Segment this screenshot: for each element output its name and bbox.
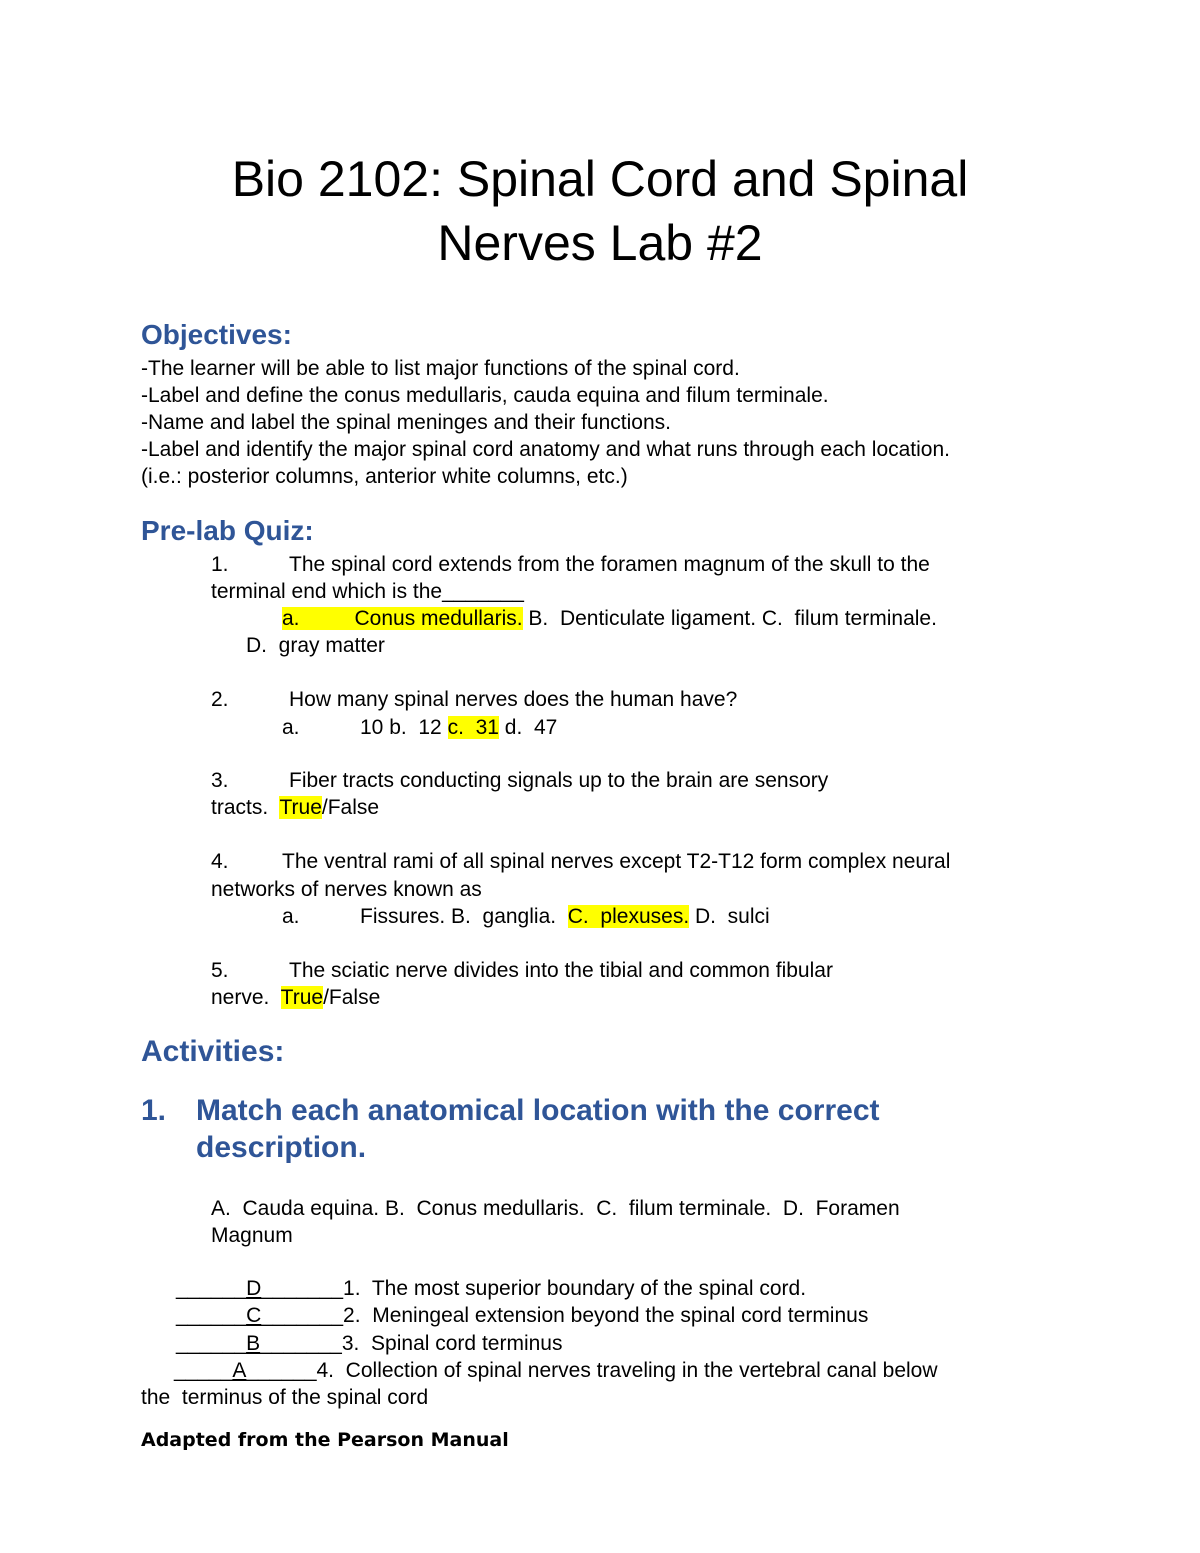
question-1-option-d: D. gray matter <box>246 634 385 657</box>
answer-prefix: tracts. <box>211 796 280 819</box>
blank-post: _______ <box>260 1332 342 1355</box>
match-row <box>176 1330 562 1357</box>
option-rest: B. Denticulate ligament. C. filum terminale. <box>522 607 937 630</box>
match-row <box>176 1302 868 1329</box>
blank-pre: _____ <box>174 1359 233 1382</box>
footer-note: Adapted from the Pearson Manual <box>141 1429 509 1451</box>
question-2-number: 2. <box>211 688 229 711</box>
options-before: 10 b. 12 <box>360 716 448 739</box>
question-3-number: 3. <box>211 769 229 792</box>
page-title-line-2: Nerves Lab #2 <box>437 215 763 271</box>
match-row <box>174 1357 938 1384</box>
question-2-options <box>360 714 557 741</box>
match-text: 1. The most superior boundary of the spinal cord. <box>343 1277 807 1300</box>
question-2-text: How many spinal nerves does the human have? <box>289 688 738 711</box>
question-3-answer-line <box>211 794 379 821</box>
objective-item-3: -Name and label the spinal meninges and their functions. <box>141 411 671 434</box>
match-answer: B <box>246 1332 261 1355</box>
match-text: 2. Meningeal extension beyond the spinal cord terminus <box>343 1304 869 1327</box>
question-5-number: 5. <box>211 959 229 982</box>
option-a-letter: a. <box>282 607 300 630</box>
blank-post: _______ <box>261 1277 344 1300</box>
match-answer: C <box>246 1304 262 1327</box>
prelab-heading: Pre-lab Quiz: <box>141 515 314 546</box>
question-3-text: Fiber tracts conducting signals up to the brain are sensory <box>289 769 829 792</box>
answer-highlight: True <box>279 796 322 819</box>
question-5-answer-line <box>211 984 380 1011</box>
objective-item-2: -Label and define the conus medullaris, cauda equina and filum terminale. <box>141 384 829 407</box>
answer-highlight: c. 31 <box>447 716 499 739</box>
question-4-options <box>360 903 770 930</box>
question-4-number: 4. <box>211 850 229 873</box>
match-row-4-continuation: the terminus of the spinal cord <box>141 1386 429 1409</box>
options-after: D. sulci <box>689 905 770 928</box>
answer-highlight: C. plexuses. <box>567 905 690 928</box>
match-row <box>176 1275 806 1302</box>
options-after: d. 47 <box>498 716 558 739</box>
options-before: Fissures. B. ganglia. <box>360 905 568 928</box>
activity-1-number: 1. <box>141 1094 167 1127</box>
question-5-text: The sciatic nerve divides into the tibial and common fibular <box>289 959 833 982</box>
question-1-text-line-2: terminal end which is the_______ <box>211 580 524 603</box>
activity-1-title: Match each anatomical location with the correct <box>196 1094 880 1127</box>
answer-suffix: /False <box>323 986 381 1009</box>
match-text: 3. Spinal cord terminus <box>341 1332 563 1355</box>
blank-pre: ______ <box>176 1304 247 1327</box>
objective-item-4: -Label and identify the major spinal cord anatomy and what runs through each location. <box>141 438 950 461</box>
answer-highlight: True <box>280 986 324 1009</box>
question-4-text: The ventral rami of all spinal nerves except T2-T12 form complex neural <box>282 850 951 873</box>
match-answer: D <box>246 1277 262 1300</box>
question-1-text: The spinal cord extends from the foramen magnum of the skull to the <box>289 553 930 576</box>
objective-item-5: (i.e.: posterior columns, anterior white columns, etc.) <box>141 465 628 488</box>
question-4-text-line-2: networks of nerves known as <box>211 878 482 901</box>
blank-pre: ______ <box>176 1332 247 1355</box>
blank-pre: ______ <box>176 1277 247 1300</box>
choices-line-2: Magnum <box>211 1224 293 1247</box>
blank-post: ______ <box>246 1359 317 1382</box>
activity-1-title-line-2: description. <box>196 1131 367 1164</box>
question-4-option-a-letter: a. <box>282 905 300 928</box>
objective-item-1: -The learner will be able to list major functions of the spinal cord. <box>141 357 740 380</box>
question-2-option-a-letter: a. <box>282 716 300 739</box>
page-title-line-1: Bio 2102: Spinal Cord and Spinal <box>231 151 969 207</box>
choices-line-1: A. Cauda equina. B. Conus medullaris. C. filum terminale. D. Foramen <box>211 1197 900 1220</box>
answer-highlight <box>282 607 523 630</box>
option-a-text: Conus medullaris. <box>354 607 523 630</box>
question-1-number: 1. <box>211 553 229 576</box>
answer-suffix: /False <box>321 796 380 819</box>
match-text: 4. Collection of spinal nerves traveling in the vertebral canal below <box>316 1359 938 1382</box>
answer-prefix: nerve. <box>211 986 281 1009</box>
activities-heading: Activities: <box>141 1035 285 1068</box>
blank-post: _______ <box>261 1304 344 1327</box>
match-answer: A <box>232 1359 247 1382</box>
objectives-heading: Objectives: <box>141 319 292 350</box>
question-1-options <box>282 605 937 632</box>
